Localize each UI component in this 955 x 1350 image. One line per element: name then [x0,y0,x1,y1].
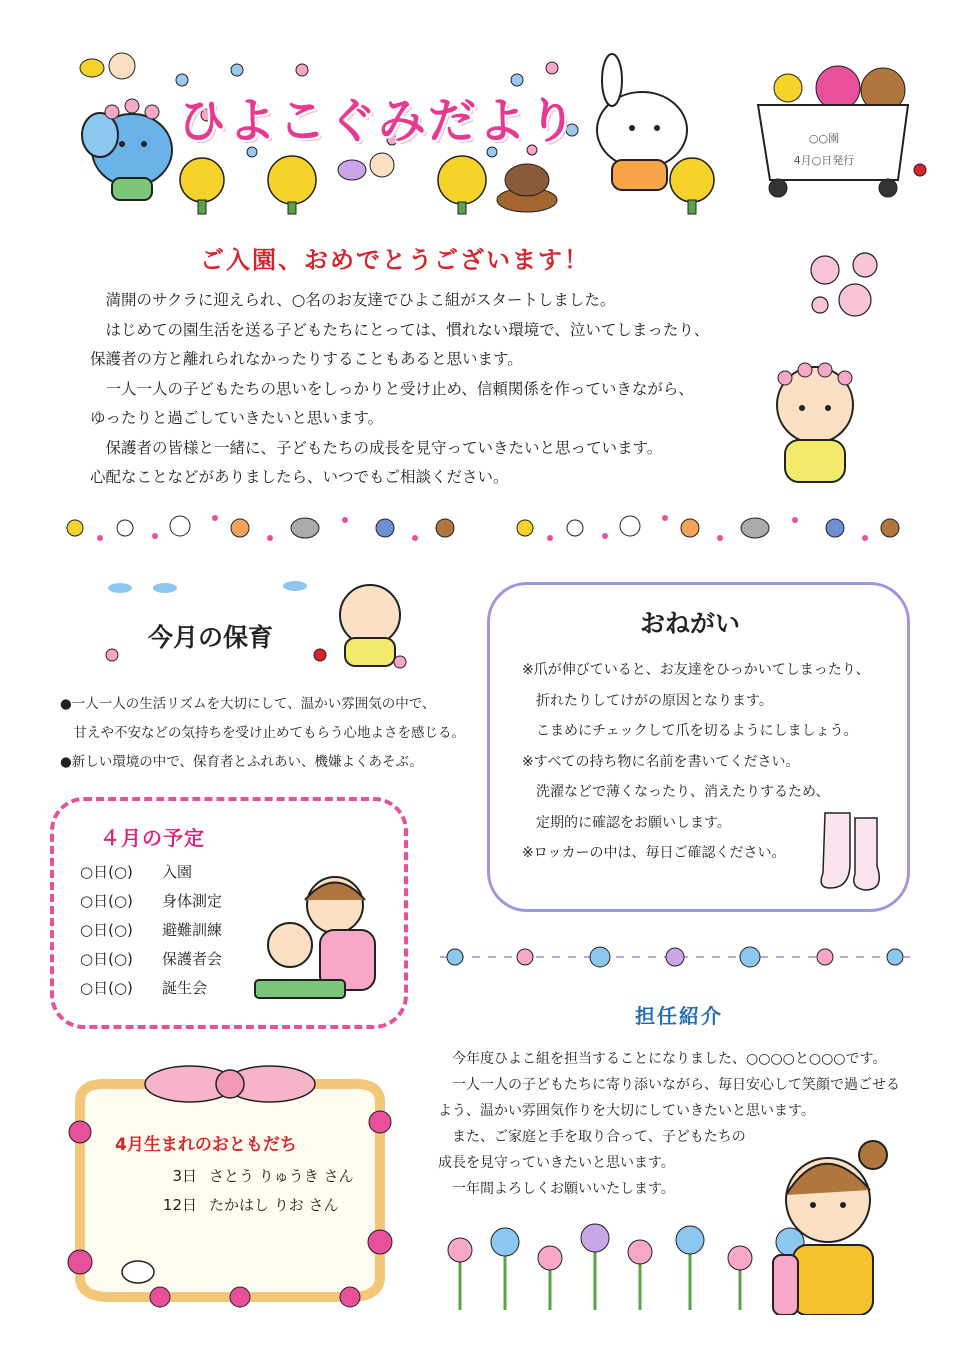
butterfly-icon [338,153,394,180]
request-line: 洗濯などで薄くなったり、消えたりするため、 [522,784,830,800]
schedule-event: 誕生会 [162,979,208,997]
schedule-item [80,945,222,974]
schedule-event: 身体測定 [162,892,223,910]
greeting-body [90,286,770,493]
newsletter-title: ひよこぐみだより [178,93,579,149]
greeting-line: 保護者の方と離れられなかったりすることもあると思います。 [90,350,523,368]
care-goals [60,690,480,777]
schedule-item [80,858,222,887]
birthday-day: 12日 [162,1196,197,1214]
teacher-intro-line: 一年間よろしくお願いいたします。 [438,1181,675,1197]
schedule-date: ○日(○) [80,863,133,881]
greeting-line: 心配なことなどがありましたら、いつでもご相談ください。 [90,468,509,486]
schedule-event: 避難訓練 [162,921,223,939]
teacher-intro-line: また、ご家庭と手を取り合って、子どもたちの [438,1129,746,1145]
teacher-intro-line: 一人一人の子どもたちに寄り添いながら、毎日安心して笑顔で過ごせる [438,1077,900,1093]
birthday-day: 3日 [172,1167,197,1185]
schedule-title: ４月の予定 [100,826,205,850]
schedule-item [80,974,222,1003]
care-goal-line: ●新しい環境の中で、保育者とふれあい、機嫌よくあそぶ。 [60,754,423,770]
birthday-title: 4月生まれのおともだち [115,1135,297,1155]
greeting-line: はじめての園生活を送る子どもたちにとっては、慣れない環境で、泣いてしまったり、 [90,320,710,339]
animal-border-divider [55,508,905,548]
request-line: ※ロッカーの中は、毎日ご確認ください。 [522,845,786,861]
schedule-date: ○日(○) [80,950,133,968]
greeting-line: 保護者の皆様と一緒に、子どもたちの成長を見守っていきたいと思っています。 [90,438,663,457]
schedule-item [80,916,222,945]
teacher-intro-line: よう、温かい雰囲気作りを大切にしていきたいと思います。 [438,1103,815,1119]
birthday-item [142,1162,354,1191]
greeting-line: ゆったりと過ごしていきたいと思います。 [90,409,384,427]
schedule-date: ○日(○) [80,979,133,997]
care-goal-line: ●一人一人の生活リズムを大切にして、温かい雰囲気の中で、 [60,696,436,712]
schedule-date: ○日(○) [80,921,133,939]
request-line: こまめにチェックして爪を切るようにしましょう。 [522,723,858,739]
request-line: 定期的に確認をお願いします。 [522,814,731,831]
mole-icon [497,164,557,212]
teacher-intro-line: 成長を見守っていきたいと思います。 [438,1155,675,1171]
request-line: 折れたりしてけがの原因となります。 [522,692,773,709]
birthday-list [142,1162,354,1220]
kindergarten-name: ○○園 [808,132,840,145]
socks-icon [815,808,900,896]
schedule-event: 入園 [162,863,193,881]
teacher-intro-title: 担任紹介 [635,1004,723,1028]
issue-date: 4月○日発行 [793,154,855,167]
birthday-name: さとう りゅうき さん [209,1167,354,1185]
teacher-illustration [768,1130,903,1315]
request-title: おねがい [640,609,741,638]
birthday-item [142,1191,354,1220]
schedule-date: ○日(○) [80,892,133,910]
teacher-intro-line: 今年度ひよこ組を担当することになりました、○○○○と○○○です。 [438,1051,887,1067]
butterfly-icon [122,1261,154,1283]
schedule-item [80,887,222,916]
care-goal-line: 甘えや不安などの気持ちを受け止めてもらう心地よさを感じる。 [60,725,465,741]
cherry-blossom-icon [800,245,900,325]
flower-border-divider [440,940,910,974]
baby-illustration [760,360,870,490]
schedule-event: 保護者会 [162,950,223,968]
nurse-with-baby-illustration [250,870,395,1010]
schedule-list [80,858,222,1003]
greeting-line: 一人一人の子どもたちの思いをしっかりと受け止め、信頼関係を作っていきながら、 [90,379,694,398]
greeting-line: 満開のサクラに迎えられ、○名のお友達でひよこ組がスタートしました。 [90,291,616,309]
bee-icon [80,53,135,79]
issue-info [776,128,872,172]
request-line: ※すべての持ち物に名前を書いてください。 [522,753,800,770]
birthday-name: たかはし りお さん [209,1196,339,1214]
elephant-icon [82,113,172,200]
request-line: ※爪が伸びていると、お友達をひっかいてしまったり、 [522,662,870,678]
care-title: 今月の保育 [148,623,274,652]
greeting-title: ご入園、おめでとうございます！ [200,246,590,274]
